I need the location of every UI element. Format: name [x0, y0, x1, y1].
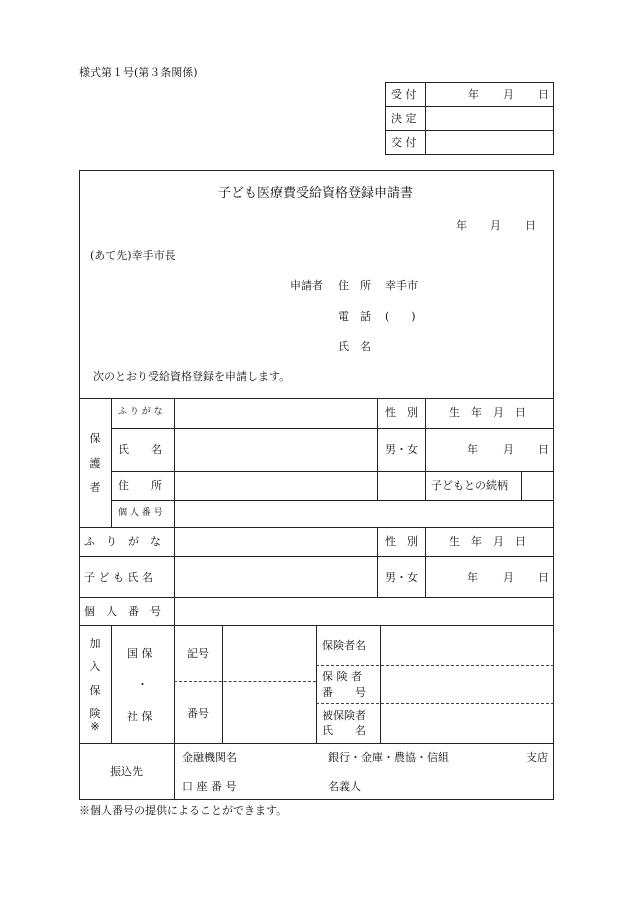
insurance-char-4: 険 — [89, 707, 101, 720]
bank-types: 銀行・金庫・農協・信組 — [328, 751, 449, 764]
insurer-number-label-2: 番 号 — [322, 686, 366, 699]
account-number-label: 口 座 番 号 — [182, 780, 237, 793]
decision-label: 決 定 — [391, 112, 417, 125]
applicant-label: 申請者 — [290, 279, 323, 292]
reception-day: 日 — [538, 88, 549, 101]
form-date-day: 日 — [525, 219, 536, 232]
applicant-address-label: 住 所 — [338, 279, 371, 292]
applicant-address-value: 幸手市 — [385, 279, 418, 292]
guardian-sex-value: 男・女 — [385, 443, 418, 456]
applicant-phone-paren: ( ) — [385, 310, 416, 323]
guardian-furigana-label: ふ り が な — [118, 407, 163, 417]
guardian-relation-label: 子どもとの続柄 — [431, 479, 508, 492]
insurance-char-1: 加 — [89, 637, 101, 650]
child-birth-year: 年 — [467, 571, 478, 584]
guardian-birth-day: 日 — [538, 443, 549, 456]
insurer-name-label: 保険者名 — [322, 639, 366, 652]
insurance-char-3: 保 — [89, 684, 101, 697]
insurance-number-label: 番号 — [187, 707, 209, 720]
insurance-symbol-label: 記号 — [187, 647, 209, 660]
issue-label: 交 付 — [391, 136, 417, 149]
insured-name-label-1: 被保険者 — [322, 709, 366, 722]
guardian-mynumber-label: 個 人 番 号 — [118, 508, 163, 518]
guardian-address-label: 住 所 — [118, 479, 162, 492]
applicant-name-label: 氏 名 — [338, 340, 371, 353]
account-holder-label: 名義人 — [328, 780, 361, 793]
child-sex-value: 男・女 — [385, 571, 418, 584]
statement: 次のとおり受給資格登録を申請します。 — [93, 370, 291, 383]
insurance-type-social: 社 保 — [127, 710, 153, 723]
bank-name-label: 金融機関名 — [182, 751, 237, 764]
applicant-phone-label: 電 話 — [338, 310, 371, 323]
insurance-char-2: 入 — [89, 660, 101, 673]
footnote: ※個人番号の提供によることができます。 — [79, 804, 288, 817]
guardian-char-2: 護 — [89, 457, 101, 470]
form-date-month: 月 — [490, 219, 501, 232]
guardian-sex-label: 性 別 — [385, 406, 418, 419]
guardian-birth-label: 生 年 月 日 — [449, 406, 526, 419]
reception-month: 月 — [503, 88, 514, 101]
child-furigana-label: ふ り が な — [84, 535, 161, 548]
addressee: (あて先)幸手市長 — [90, 249, 176, 262]
child-mynumber-label: 個 人 番 号 — [84, 605, 161, 618]
transfer-label: 振込先 — [110, 765, 143, 778]
guardian-birth-year: 年 — [467, 443, 478, 456]
insurer-number-label-1: 保 険 者 — [322, 670, 362, 683]
guardian-char-1: 保 — [89, 432, 101, 445]
child-birth-month: 月 — [503, 571, 514, 584]
insured-name-label-2: 氏 名 — [322, 724, 366, 737]
child-birth-label: 生 年 月 日 — [449, 535, 526, 548]
form-number: 様式第１号(第３条関係) — [79, 66, 198, 79]
branch-label: 支店 — [526, 751, 548, 764]
insurance-char-5: ※ — [90, 720, 100, 733]
guardian-birth-month: 月 — [503, 443, 514, 456]
child-name-label: 子 ど も 氏 名 — [84, 571, 153, 584]
child-birth-day: 日 — [538, 571, 549, 584]
form-title: 子ども医療費受給資格登録申請書 — [218, 186, 414, 201]
insurance-type-national: 国 保 — [127, 647, 153, 660]
guardian-name-label: 氏 名 — [118, 443, 162, 456]
reception-label: 受 付 — [391, 88, 417, 101]
form-date-year: 年 — [456, 219, 467, 232]
reception-year: 年 — [468, 88, 479, 101]
guardian-char-3: 者 — [89, 481, 101, 494]
insurance-type-dot: ・ — [137, 678, 148, 691]
child-sex-label: 性 別 — [385, 535, 418, 548]
